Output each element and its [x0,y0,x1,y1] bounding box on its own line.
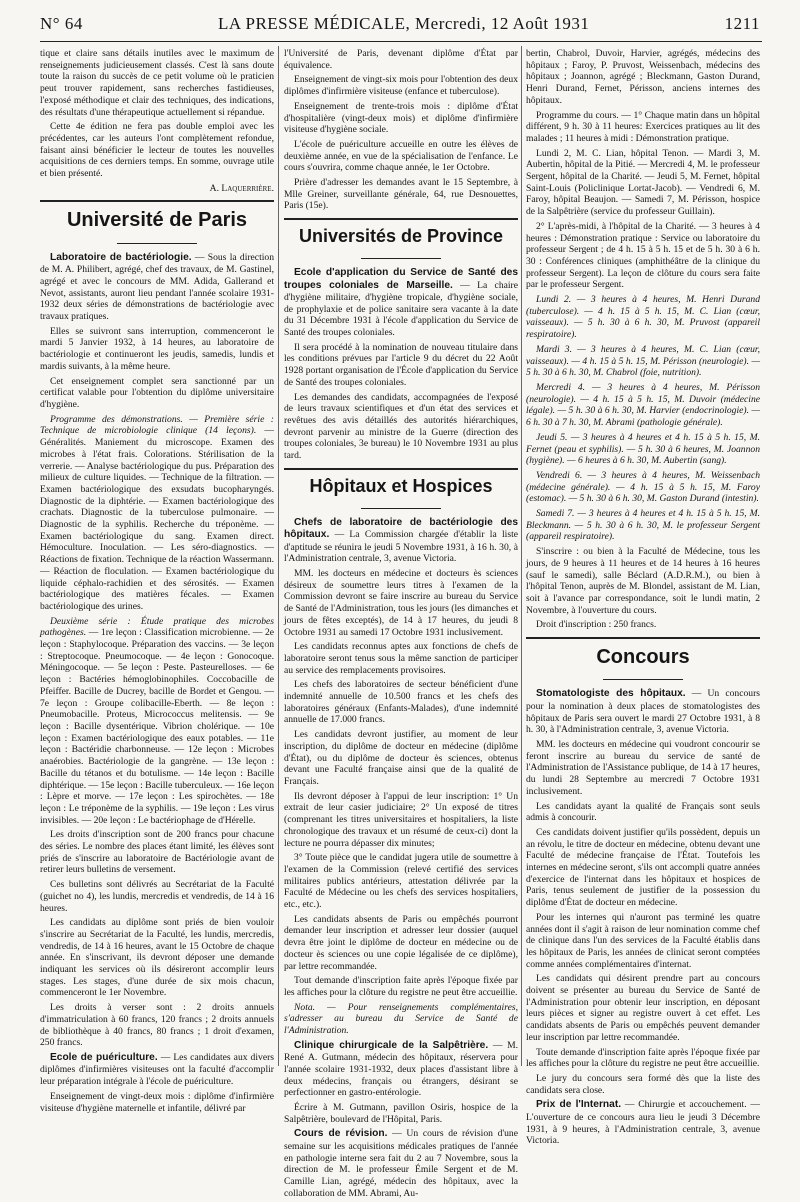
paragraph: Il sera procédé à la nomination de nouveau titulaire dans les conditions prévues par l'article 9 du décret du 22 Août 1928 portant organisation de l'École d'application du Service de Santé des troupes coloniales. [284,341,518,388]
article-lead: Laboratoire de bactériologie. [50,251,192,263]
article-text: — Un cours de révision d'une semaine sur les acquisitions médicales pratiques de l'année en pathologie interne sera fait du 2 au 7 Novembre, sous la direction de M. le professeur Émile Sergent et de M. Camille Lian, agrégé, médecin des hôpitaux, avec la collaboration de MM. Abrami, Au- [284,1128,518,1199]
schedule-day: Jeudi 5. — 3 heures à 4 heures et 4 h. 15 à 5 h. 15, M. Fernet (peau et syphilis). — 5 h. 30 à 6 heures, M. Joannon (hygiène). — 6 heures à 6 h. 30, M. Aubertin (sang). [526,431,760,467]
schedule-day: Lundi 2. — 3 heures à 4 heures, M. Henri Durand (tuberculose). — 4 h. 15 à 5 h. 15, M. C. Lian (cœur, vaisseaux). — 5 h. 30 à 6 h. 30, M. Pruvost (appareil respiratoire). [526,294,760,341]
schedule-day: Mercredi 4. — 3 heures à 4 heures, M. Périsson (neurologie). — 4 h. 15 à 5 h. 15, M. Duvoir (médecine légale). — 5 h. 30 à 6 h. 30, M. Harvier (endocrinologie). — 6 h. 30 à 7 h. 30, M. Abrami (pathologie générale). [526,381,760,429]
paragraph: S'inscrire : ou bien à la Faculté de Médecine, tous les jours, de 9 heures à 11 heures et de 14 heures à 16 heures (sauf le samedi), salle Béclard (A.D.R.M.), ou bien à l'hôpital Tenon, auprès de M. Blondel, assistant de M. Lian, soit à l'avance par correspondance, soit le lundi matin, 2 Novembre, à l'ouverture du cours. [526,546,760,616]
paragraph: Prière d'adresser les demandes avant le 15 Septembre, à Mlle Greiner, surveillante générale, 64, rue Desnouettes, Paris (15e). [284,177,518,212]
paragraph: Les candidats au diplôme sont priés de bien vouloir s'inscrire au Secrétariat de la Faculté, les lundis, mercredis, vendredis, de 14 à 16 heures, avant le 15 Octobre de chaque année. En s'inscrivant, ils devront déposer une demande indiquant les services où ils désireront accomplir leurs stages. Les stages, d'une durée de six mois chacun, commenceront le 1er Novembre. [40,917,274,999]
program-title: Deuxième série : Étude pratique des microbes pathogènes. [40,615,274,639]
paragraph: Ils devront déposer à l'appui de leur inscription: 1° Un extrait de leur casier judiciaire; 2° Un exposé de titres (comprenant les titres universitaires et hospitaliers, la liste chronologique des travaux et un résumé de ceux-ci) dont la lecture ne pourra dépasser dix minutes; [284,790,518,849]
article-text: — M. René A. Gutmann, médecin des hôpitaux, réservera pour l'année scolaire 1931-1932, deux places d'assistant libre à deux médecins, français ou étrangers, désirant se perfectionner en gastro-entérologie. [284,1039,519,1099]
paragraph: MM. les docteurs en médecine et docteurs ès sciences désireux de soumettre leurs titres à l'examen de la Commission devront se faire inscrire au bureau du Service de Santé de l'Administration, tous les jours (les dimanches et jours de fêtes exceptés), de 14 à 17 heures, du jeudi 8 Octobre 1931 au samedi 17 Octobre 1931 inclusivement. [284,568,518,638]
journal-title: LA PRESSE MÉDICALE, Mercredi, 12 Août 1931 [218,14,590,33]
program-title: Programme des démonstrations. — Première série : Technique de microbiologie clinique (14 leçons). [40,413,274,437]
paragraph: MM. les docteurs en médecine qui voudront concourir se feront inscrire au bureau du service de santé de l'Administration de l'Assistance publique, de 14 à 17 heures, du lundi 28 Septembre au mercredi 7 Octobre 1931 inclusivement. [526,738,760,797]
article-lead: Chefs de laboratoire de bactériologie des hôpitaux. [284,516,518,541]
paragraph: Enseignement de vingt-deux mois : diplôme d'infirmière visiteuse d'hygiène maternelle et infantile, délivré par [40,1090,274,1114]
paragraph: Les droits à verser sont : 2 droits annuels d'immatriculation à 60 francs, 120 francs ; 2 droits annuels de bibliothèque à 40 francs, 80 francs ; 1 droit d'examen, 250 francs. [40,1002,274,1049]
issue-number: N° 64 [40,14,83,33]
paragraph: Les candidats absents de Paris ou empêchés pourront demander leur inscription et adresser leur dossier (auquel devra être joint le diplôme de docteur en médecine ou de docteur ès sciences ou une copie légalisée de ce diplôme), par lettre recommandée. [284,913,518,972]
paragraph: Lundi 2, M. C. Lian, hôpital Tenon. — Mardi 3, M. Aubertin, hôpital de la Pitié. — Mercredi 4, M. le professeur Sergent, hôpital de la Charité. — Jeudi 5, M. Fernet, hôpital Saint-Louis (Policlinique Lortat-Jacob). — Vendredi 6, M. Faroy, hôpital Beaujon. — Samedi 7, M. Périsson, hospice de la Salpêtrière (service du professeur Guillain). [526,147,760,218]
paragraph: Droit d'inscription : 250 francs. [536,619,657,631]
article-lead: Ecole d'application du Service de Santé des troupes coloniales de Marseille. [284,267,518,291]
signature: A. Laquerrière. [209,182,274,194]
schedule-day: Vendredi 6. — 3 heures à 4 heures, M. Weissenbach (médecine générale). — 4 h. 15 à 5 h. 15, M. Faroy (estomac). — 5 h. 30 à 6 h. 30, M. Gaston Durand (intestin). [526,469,760,505]
article-text: — La chaire d'hygiène militaire, d'hygiène tropicale, d'hygiène sociale, de prophylaxie et de police sanitaire sera vacante à la date du 31 Décembre 1931 à l'école d'application du Service de Santé des troupes coloniales. [284,279,518,339]
paragraph: Cet enseignement complet sera sanctionné par un certificat valable pour l'obtention du diplôme universitaire d'hygiène. [40,375,274,410]
paragraph: Enseignement de vingt-six mois pour l'obtention des deux diplômes d'infirmière visiteuse (enfance et tuberculose). [284,74,518,98]
column-right [526,48,760,1150]
column-left [40,48,274,1117]
section-rule [361,508,441,509]
section-rule [117,243,197,244]
paragraph: Ces candidats doivent justifier qu'ils possèdent, depuis un an révolu, le titre de docteur en médecine, obtenu devant une Faculté de médecine française de l'État. Toutefois les internes en médecine seront, s'ils ont accompli quatre années d'exercice de l'internat dans les hôpitaux et hospices de Paris, tenus seulement de justifier de la possession du diplôme d'État de docteur en médecine. [526,826,760,909]
section-title: Université de Paris [40,200,274,236]
section-title: Universités de Province [284,218,518,252]
header-rule [40,41,762,42]
paragraph: Écrire à M. Gutmann, pavillon Osiris, hospice de la Salpêtrière, boulevard de l'Hôpital, Paris. [284,1102,518,1125]
paragraph: L'école de puériculture accueille en outre les élèves de deuxième année, en vue de la spécialisation de l'enfance. Le cours s'ouvrira, comme chaque année, le 1er Octobre. [284,138,518,174]
paragraph: Cette 4e édition ne fera pas double emploi avec les précédentes, car les auteurs l'ont complètement refondue, faisant ainsi bénéficier le lecteur de toutes les nouvelles acquisitions de ces derniers temps. En somme, ouvrage utile et bien présenté. [40,121,274,180]
page-number: 1211 [724,14,760,33]
article-lead: Clinique chirurgicale de la Salpêtrière. [294,1039,489,1051]
page-header [40,14,760,40]
paragraph: Le jury du concours sera formé dès que la liste des candidats sera close. [526,1072,760,1096]
section-title: Concours [526,637,760,673]
article-text: — Sous la direction de M. A. Philibert, agrégé, chef des travaux, de M. Gastinel, agrégé et avec le concours de MM. Adida, Gallerand et Nevot, assistants, auront lieu pendant l'année scolaire 1931-1932 deux séries de démonstrations de bactériologie avec travaux pratiques. [40,251,274,323]
paragraph: Toute demande d'inscription faite après l'époque fixée par les affiches pour la clôture du registre ne peut être accueillie. [526,1046,760,1070]
note: Nota. — Pour renseignements complémentaires, s'adresser au bureau du Service de Santé de l'Administration. [284,1001,518,1037]
paragraph: l'Université de Paris, devenant diplôme d'État par équivalence. [284,48,518,71]
paragraph: Les droits d'inscription sont de 200 francs pour chacune des séries. Le nombre des places étant limité, les élèves sont priés de s'inscrire au laboratoire de Bactériologie avant de retirer leurs bulletins de versement. [40,829,274,876]
program-text: — Généralités. Maniement du microscope. Examen des microbes à l'état frais. Colorations. Stérilisation de la verrerie. — Analyse bactériologique du pus. Préparation des milieux de culture liquides. — Technique de la filtration. — Examen bactériologique des exsudats bucopharyngés. Diagnostic de la diphtérie. — Examen bactériologique des crachats. Diagnostic de la tuberculose pulmonaire. — Diagnostic de la syphilis. Recherche du tréponème. — Examen bactériologique du sang. Examen direct. Hémoculture. Inoculation. — Les séro-diagnostics. — Réactions de fixation. Technique de la réaction Wassermann. — Réaction de floculation. — Examen bactériologique du liquide céphalo-rachidien et des sérosités. — Examen bactériologique des matières fécales. — Examen bactériologique des urines. [40,425,274,612]
paragraph: tique et claire sans détails inutiles avec le maximum de renseignements judicieusement classés. C'est là sans doute toute la raison du succès de ce petit volume où le praticien peut trouver rapidement, sans recherches fastidieuses, l'exposé méthodique et clair des techniques, des indications, des résultats d'une thérapeutique actuellement si répandue. [40,48,274,118]
paragraph: Les candidats qui désirent prendre part au concours doivent se présenter au bureau du Service de Santé de l'Administration pour obtenir leur inscription, en déposant leurs pièces et signer au registre ouvert à cet effet. Les candidats absents de Paris ou empêchés peuvent demander leur inscription par lettre recommandée. [526,973,760,1043]
paragraph: Programme du cours. — 1° Chaque matin dans un hôpital différent, 9 h. 30 à 11 heures: Exercices pratiques au lit des malades ; 11 heures à midi : Démonstration pratique. [526,109,760,144]
paragraph: Pour les internes qui n'auront pas terminé les quatre années dont il s'agit à raison de leur nomination comme chef de clinique dans l'un des services de la Faculté établis dans les hôpitaux de Paris, les années de clinicat seront comptées comme années complémentaires d'internat. [526,911,760,970]
paragraph: Ces bulletins sont délivrés au Secrétariat de la Faculté (guichet no 4), les lundis, mercredis et vendredis, de 14 à 16 heures. [40,879,274,914]
paragraph: Les candidats reconnus aptes aux fonctions de chefs de laboratoire seront tenus sous la même sanction de participer au service des remplacements provisoires. [284,641,518,676]
article-text: — Les candidates aux divers diplômes d'infirmières visiteuses ont la faculté d'accomplir leur préparation intégrale à l'école de puériculture. [40,1051,275,1088]
section-rule [603,679,683,680]
paragraph: Elles se suivront sans interruption, commenceront le mardi 5 Janvier 1932, à 14 heures, au laboratoire de bactériologie et continueront les jeudis, samedis, lundis et mardis suivants, à la même heure. [40,325,274,372]
article-text: — La Commission chargée d'établir la liste d'aptitude se réunira le jeudi 5 Novembre 1931, à 16 h. 30, à l'Administration centrale, 3, avenue Victoria. [284,529,518,565]
paragraph: 3° Toute pièce que le candidat jugera utile de soumettre à l'examen de la Commission (relevé certifié des services militaires publics antérieurs, attestation délivrée par la Faculté de Médecine ou les chefs des services hospitaliers, etc., etc.). [284,852,518,911]
column-divider [278,46,279,1066]
section-rule [361,258,441,259]
article-lead: Cours de révision. [294,1128,388,1140]
article-text: — Un concours pour la nomination à deux places de stomatologistes des hôpitaux de Paris sera ouvert le mardi 27 Octobre 1931, à 8 h. 30, à l'Administration centrale, 3, avenue Victoria. [526,688,761,736]
schedule-day: Mardi 3. — 3 heures à 4 heures, M. C. Lian (cœur, vaisseaux). — 4 h. 15 à 5 h. 15, M. Périsson (neurologie). — 5 h. 30 à 6 h. 30, M. Chabrol (foie, nutrition). [526,343,760,379]
schedule-day: Samedi 7. — 3 heures à 4 heures et 4 h. 15 à 5 h. 15, M. Bleckmann. — 5 h. 30 à 6 h. 30, M. le professeur Sergent (appareil respiratoire). [526,508,760,543]
paragraph: Enseignement de trente-trois mois : diplôme d'État d'hospitalière (vingt-deux mois) et diplôme d'infirmière visiteuse d'hygiène sociale. [284,100,518,136]
paragraph: Les demandes des candidats, accompagnées de l'exposé de leurs travaux scientifiques et d'un état des services et revêtues des avis détaillés des autorités hiérarchiques, devront parvenir au ministre de la Guerre (direction des troupes coloniales, 3e bureau) le 10 Novembre 1931 au plus tard. [284,391,518,462]
column-middle [284,48,518,1202]
paragraph: 2° L'après-midi, à l'hôpital de la Charité. — 3 heures à 4 heures : Démonstration pratique : Service ou laboratoire du professeur Sergent ; de 4 h. 15 à 5 h. 15 et de 5 h. 30 à 6 h. 30 : Conférences cliniques (amphithéâtre de la clinique du professeur Sergent). La leçon de clôture du cours sera faite par le professeur Sergent. [526,220,760,291]
article-lead: Ecole de puériculture. [50,1051,158,1063]
paragraph: Tout demande d'inscription faite après l'époque fixée par les affiches pour la clôture du registre ne peut être accueillie. [284,975,518,998]
paragraph: Les candidats devront justifier, au moment de leur inscription, du diplôme de docteur en médecine (diplôme d'État), ou du diplôme de docteur ès sciences, obtenus devant une Faculté française ainsi que de la qualité de Français. [284,729,518,787]
section-title: Hôpitaux et Hospices [284,468,518,502]
column-divider [521,46,522,1066]
paragraph: Les chefs des laboratoires de secteur bénéficient d'une indemnité annuelle de 10.500 francs et les chefs des laboratoires généraux (Enfants-Malades), d'une indemnité annuelle de 17.000 francs. [284,679,518,726]
article-text: — Chirurgie et accouchement. — L'ouverture de ce concours aura lieu le jeudi 3 Décembre 1931, à 9 heures, à l'Administration centrale, 3, avenue Victoria. [526,1099,760,1147]
article-lead: Stomatologiste des hôpitaux. [536,688,686,700]
program-text: — 1re leçon : Classification microbienne. — 2e leçon : Staphylocoque. Préparation des vaccins. — 3e leçon : Streptocoque. Pneumocoque. — 4e leçon : Gonocoque. Méningocoque. — 5e leçon : Peste. Pasteurelloses. — 6e leçon : Bactéries hémoglobinophiles. Coccobacille de Pfeiffer. Bacille de Ducrey, bacille de Bordet et Gengou. — 7e leçon : Groupe colibacille-Eberth. — 8e leçon : Pneumobacille. Proteus, Micrococcus melitensis. — 9e leçon : Bacille dysentérique. Vibrion cholérique. — 10e leçon : Examen bactériologique des eaux potables. — 11e leçon : Bactéridie charbonneuse. — 12e leçon : Microbes anaérobies. Bactériologie de la gangrène. — 13e leçon : Bacille du tétanos et du botulisme. — 14e leçon : Bacille diphtérique. — 15e leçon : Bacille tuberculeux. — 16e leçon : Lèpre et morve. — 17e leçon : Les spirochètes. — 18e leçon : Le tréponème de la syphilis. — 19e leçon : Les virus invisibles. — 20e leçon : Le bactériophage de d'Hérelle. [40,627,274,826]
article-lead: Prix de l'Internat. [536,1099,622,1111]
paragraph: Les candidats ayant la qualité de Français sont seuls admis à concourir. [526,800,760,824]
paragraph: bertin, Chabrol, Duvoir, Harvier, agrégés, médecins des hôpitaux ; Faroy, P. Pruvost, Weissenbach, médecins des hôpitaux ; Joannon, agrégé ; Bleckmann, Gaston Durand, Henri Durand, Fernet, Périsson, anciens internes des hôpitaux. [526,48,760,106]
